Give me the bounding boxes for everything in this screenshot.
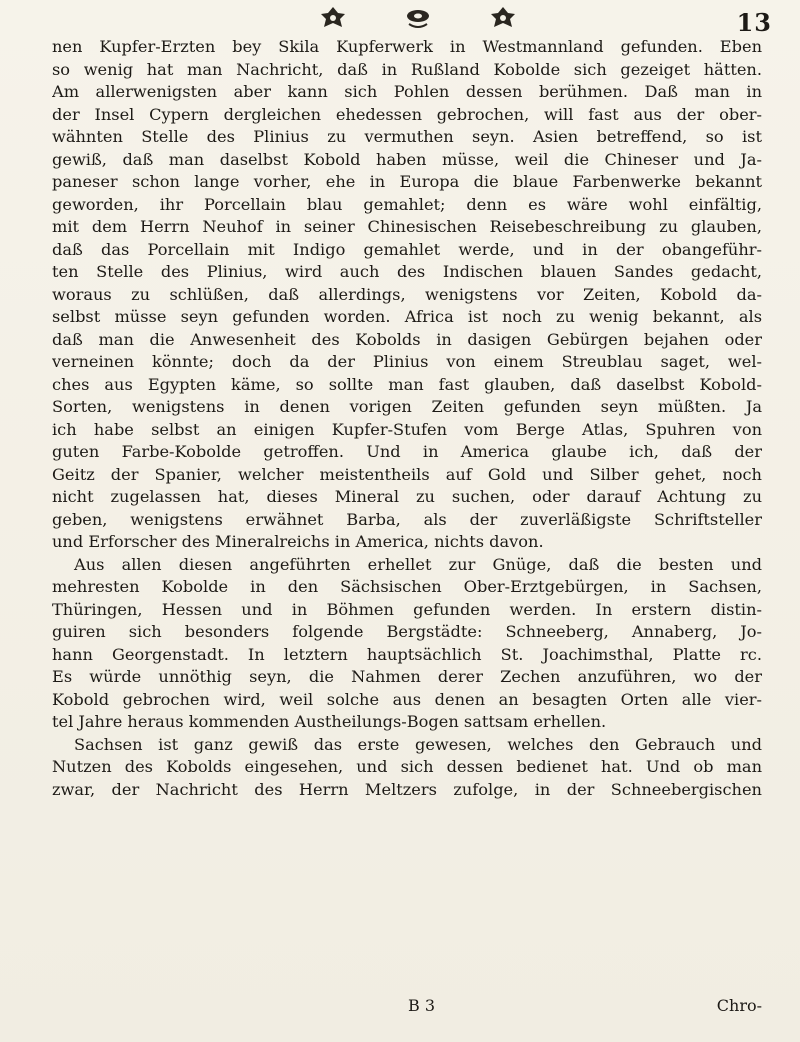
text-line: ten Stelle des Plinius, wird auch des Indischen blauen Sandes gedacht, <box>52 262 762 281</box>
text-line: guiren sich besonders folgende Bergstädte: Schneeberg, Annaberg, Jo- <box>52 622 762 641</box>
text-line: gewiß, daß man daselbst Kobold haben müsse, weil die Chineser und Ja- <box>52 149 762 169</box>
catchword: Chro- <box>716 996 762 1015</box>
text-line: Thüringen, Hessen und in Böhmen gefunden werden. In erstern distin- <box>52 599 762 619</box>
text-line: Kobold gebrochen wird, weil solche aus denen an besagten Orten alle vier- <box>52 689 762 709</box>
ornament-left-icon <box>318 5 348 31</box>
text-line: der Insel Cypern dergleichen ehedessen gebrochen, will fast aus der ober- <box>52 104 762 124</box>
text-line: daß das Porcellain mit Indigo gemahlet werde, und in der obangeführ- <box>52 239 762 259</box>
page-footer <box>52 996 762 1020</box>
page-number: 13 <box>736 8 772 37</box>
text-line: Es würde unnöthig seyn, die Nahmen derer Zechen anzuführen, wo der <box>52 667 762 686</box>
text-line: geworden, ihr Porcellain blau gemahlet; denn es wäre wohl einfältig, <box>52 194 762 214</box>
text-line: verneinen könnte; doch da der Plinius von einem Streublau saget, wel- <box>52 352 762 371</box>
text-line: paneser schon lange vorher, ehe in Europa die blaue Farbenwerke bekannt <box>52 172 762 191</box>
header-ornaments <box>318 4 518 32</box>
text-line: Geitz der Spanier, welcher meistentheils auf Gold und Silber gehet, noch <box>52 464 762 484</box>
text-line: zwar, der Nachricht des Herrn Meltzers zufolge, in der Schneebergischen <box>52 779 762 799</box>
paragraph-end-line: und Erforscher des Mineralreichs in America, nichts davon. <box>52 532 544 551</box>
text-line: nicht zugelassen hat, dieses Mineral zu suchen, oder darauf Achtung zu <box>52 487 762 506</box>
text-line: woraus zu schlüßen, daß allerdings, wenigstens vor Zeiten, Kobold da- <box>52 284 762 304</box>
text-line: mehresten Kobolde in den Sächsischen Ober-Erztgebürgen, in Sachsen, <box>52 577 762 596</box>
text-line: Sorten, wenigstens in denen vorigen Zeiten gefunden seyn müßten. Ja <box>52 397 762 416</box>
text-line: hann Georgenstadt. In letztern hauptsächlich St. Joachimsthal, Platte rc. <box>52 644 762 664</box>
text-line: ich habe selbst an einigen Kupfer-Stufen vom Berge Atlas, Spuhren von <box>52 419 762 439</box>
text-line: Am allerwenigsten aber kann sich Pohlen dessen berühmen. Daß man in <box>52 82 762 101</box>
text-line: Nutzen des Kobolds eingesehen, und sich dessen bedienet hat. Und ob man <box>52 757 762 776</box>
text-line: nen Kupfer-Erzten bey Skila Kupferwerk in Westmannland gefunden. Eben <box>52 37 762 56</box>
ornament-right-icon <box>488 5 518 31</box>
text-line: geben, wenigstens erwähnet Barba, als der zuverläßigste Schriftsteller <box>52 509 762 529</box>
text-line: so wenig hat man Nachricht, daß in Rußland Kobolde sich gezeiget hätten. <box>52 59 762 79</box>
paragraph-start-line: Aus allen diesen angeführten erhellet zur Gnüge, daß die besten und <box>74 554 762 574</box>
ornament-center-icon <box>403 5 433 31</box>
text-line: wähnten Stelle des Plinius zu vermuthen seyn. Asien betreffend, so ist <box>52 127 762 146</box>
signature-mark: B 3 <box>408 996 436 1015</box>
paragraph-end-line: tel Jahre heraus kommenden Austheilungs-Bogen sattsam erhellen. <box>52 712 607 731</box>
text-line: guten Farbe-Kobolde getroffen. Und in America glaube ich, daß der <box>52 442 762 461</box>
paragraph-start-line: Sachsen ist ganz gewiß das erste gewesen, welches den Gebrauch und <box>74 734 762 754</box>
text-line: mit dem Herrn Neuhof in seiner Chinesischen Reisebeschreibung zu glauben, <box>52 217 762 236</box>
text-line: selbst müsse seyn gefunden worden. Africa ist noch zu wenig bekannt, als <box>52 307 762 326</box>
text-line: daß man die Anwesenheit des Kobolds in dasigen Gebürgen bejahen oder <box>52 329 762 349</box>
body-text <box>52 36 762 801</box>
text-line: ches aus Egypten käme, so sollte man fast glauben, daß daselbst Kobold- <box>52 374 762 394</box>
